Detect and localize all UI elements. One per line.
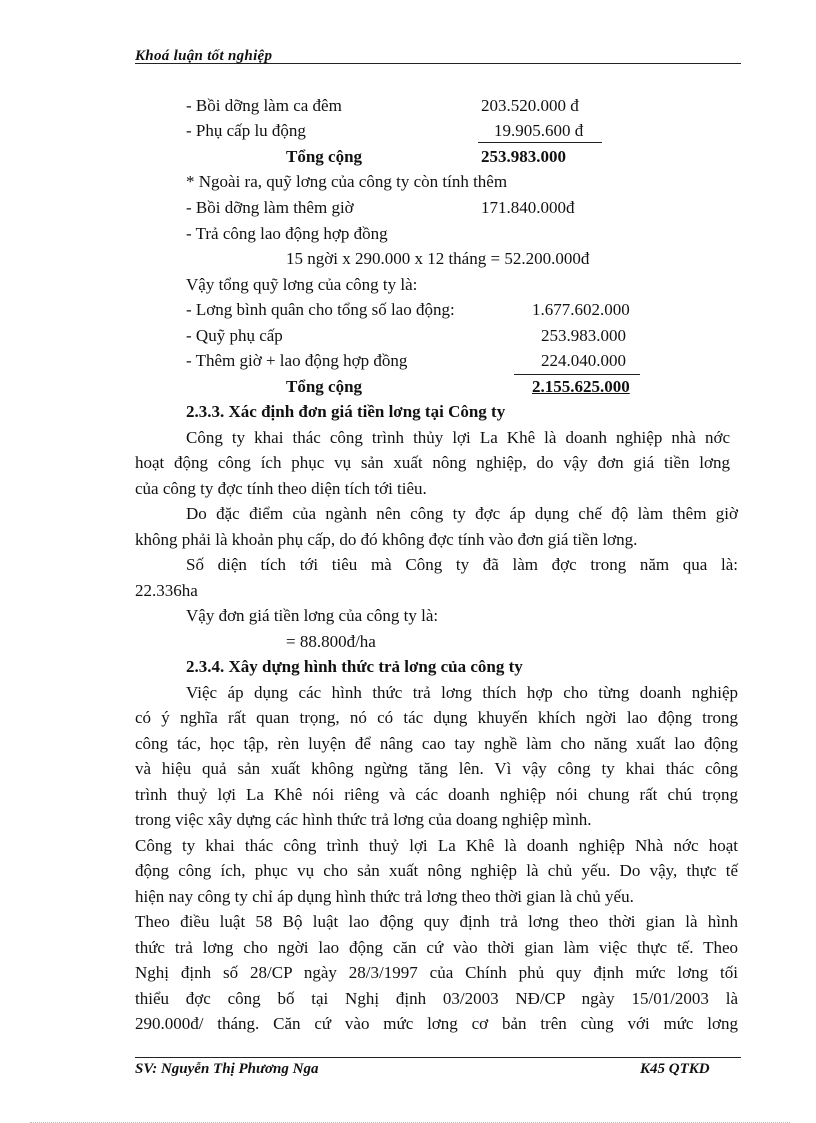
header-divider xyxy=(135,63,741,64)
contract-formula: 15 ngời x 290.000 x 12 tháng = 52.200.000đ xyxy=(286,249,590,268)
paragraph-line: của công ty đợc tính theo diện tích tới tiêu. xyxy=(135,479,427,498)
paragraph-line: thức trả lơng cho ngời lao động căn cứ vào thời gian làm việc thực tế. Theo xyxy=(135,938,738,957)
section-heading-2-3-3: 2.3.3. Xác định đơn giá tiền lơng tại Công ty xyxy=(186,402,506,421)
paragraph-line: Theo điều luật 58 Bộ luật lao động quy định trả lơng theo thời gian là hình xyxy=(135,912,738,931)
fund-row-value: 1.677.602.000 xyxy=(532,300,630,319)
paragraph-line: Việc áp dụng các hình thức trả lơng thích hợp cho từng doanh nghiệp xyxy=(186,683,738,702)
paragraph-line: Do đặc điểm của ngành nên công ty đợc áp dụng chế độ làm thêm giờ xyxy=(186,504,738,523)
fund-row-label: - Lơng bình quân cho tổng số lao động: xyxy=(186,300,455,319)
paragraph-line: 290.000đ/ tháng. Căn cứ vào mức lơng cơ bản trên cùng với mức lơng xyxy=(135,1014,738,1033)
paragraph-line: thiểu đợc công bố tại Nghị định 03/2003 NĐ/CP ngày 15/01/2003 là xyxy=(135,989,738,1008)
paragraph-line: trong việc xây dựng các hình thức trả lơng của doang nghiệp mình. xyxy=(135,810,592,829)
paragraph-line: động công ích, phục vụ cho sản xuất nông nghiệp là chủ yếu. Do vậy, thực tế xyxy=(135,861,738,880)
fund-total-value: 2.155.625.000 xyxy=(532,377,630,396)
night-shift-label: - Bồi dỡng làm ca đêm xyxy=(186,96,342,115)
paragraph-line: có ý nghĩa rất quan trọng, nó có tác dụng khuyến khích ngời lao động trong xyxy=(135,708,738,727)
paragraph-line: công tác, học tập, rèn luyện để nâng cao tay nghề làm cho năng xuất lao động xyxy=(135,734,738,753)
footer-author: SV: Nguyễn Thị Phương Nga xyxy=(135,1061,319,1077)
fund-row-label: - Thêm giờ + lao động hợp đồng xyxy=(186,351,408,370)
paragraph-line: Số diện tích tới tiêu mà Công ty đã làm đợc trong năm qua là: xyxy=(186,555,738,574)
allowance-total-label: Tổng cộng xyxy=(286,147,363,166)
header-title: Khoá luận tốt nghiệp xyxy=(135,48,273,64)
mobile-allowance-label: - Phụ cấp lu động xyxy=(186,121,306,140)
paragraph-line: không phải là khoản phụ cấp, do đó không đợc tính vào đơn giá tiền lơng. xyxy=(135,530,638,549)
footer-class-code: K45 QTKD xyxy=(640,1061,710,1077)
allowance-total-value: 253.983.000 xyxy=(481,147,566,166)
night-shift-value: 203.520.000 đ xyxy=(481,96,579,115)
paragraph-line: hoạt động công ích phục vụ sản xuất nông nghiệp, do vậy đơn giá tiền lơng xyxy=(135,453,730,472)
paragraph-line: trình thuỷ lợi La Khê nói riêng và các doanh nghiệp nói chung rất chú trọng xyxy=(135,785,738,804)
paragraph-line: 22.336ha xyxy=(135,581,198,600)
fund-row-value: 224.040.000 xyxy=(541,351,626,370)
fund-total-label: Tổng cộng xyxy=(286,377,363,396)
mobile-allowance-value: 19.905.600 đ xyxy=(494,121,584,140)
paragraph-line: Công ty khai thác công trình thuỷ lợi La Khê là doanh nghiệp Nhà nớc hoạt xyxy=(135,836,738,855)
fund-row-value: 253.983.000 xyxy=(541,326,626,345)
paragraph-line: và hiệu quả sản xuất không ngừng tăng lên. Vì vậy công ty khai thác công xyxy=(135,759,738,778)
unit-price-result: = 88.800đ/ha xyxy=(286,632,376,651)
subtotal-rule xyxy=(478,142,602,143)
paragraph-line: Công ty khai thác công trình thủy lợi La Khê là doanh nghiệp nhà nớc xyxy=(186,428,730,447)
section-heading-2-3-4: 2.3.4. Xây dựng hình thức trả lơng của công ty xyxy=(186,657,523,676)
contract-label: - Trả công lao động hợp đồng xyxy=(186,224,388,243)
paragraph-line: Nghị định số 28/CP ngày 28/3/1997 của Chính phủ quy định mức lơng tối xyxy=(135,963,738,982)
fund-row-label: - Quỹ phụ cấp xyxy=(186,326,283,345)
fund-summary-intro: Vậy tổng quỹ lơng của công ty là: xyxy=(186,275,418,294)
footer-divider xyxy=(135,1057,741,1058)
paragraph-line: Vậy đơn giá tiền lơng của công ty là: xyxy=(186,606,439,625)
extras-intro: * Ngoài ra, quỹ lơng của công ty còn tính thêm xyxy=(186,172,508,191)
paragraph-line: hiện nay công ty chỉ áp dụng hình thức trả lơng theo thời gian là chủ yếu. xyxy=(135,887,634,906)
overtime-value: 171.840.000đ xyxy=(481,198,575,217)
overtime-label: - Bồi dỡng làm thêm giờ xyxy=(186,198,354,217)
